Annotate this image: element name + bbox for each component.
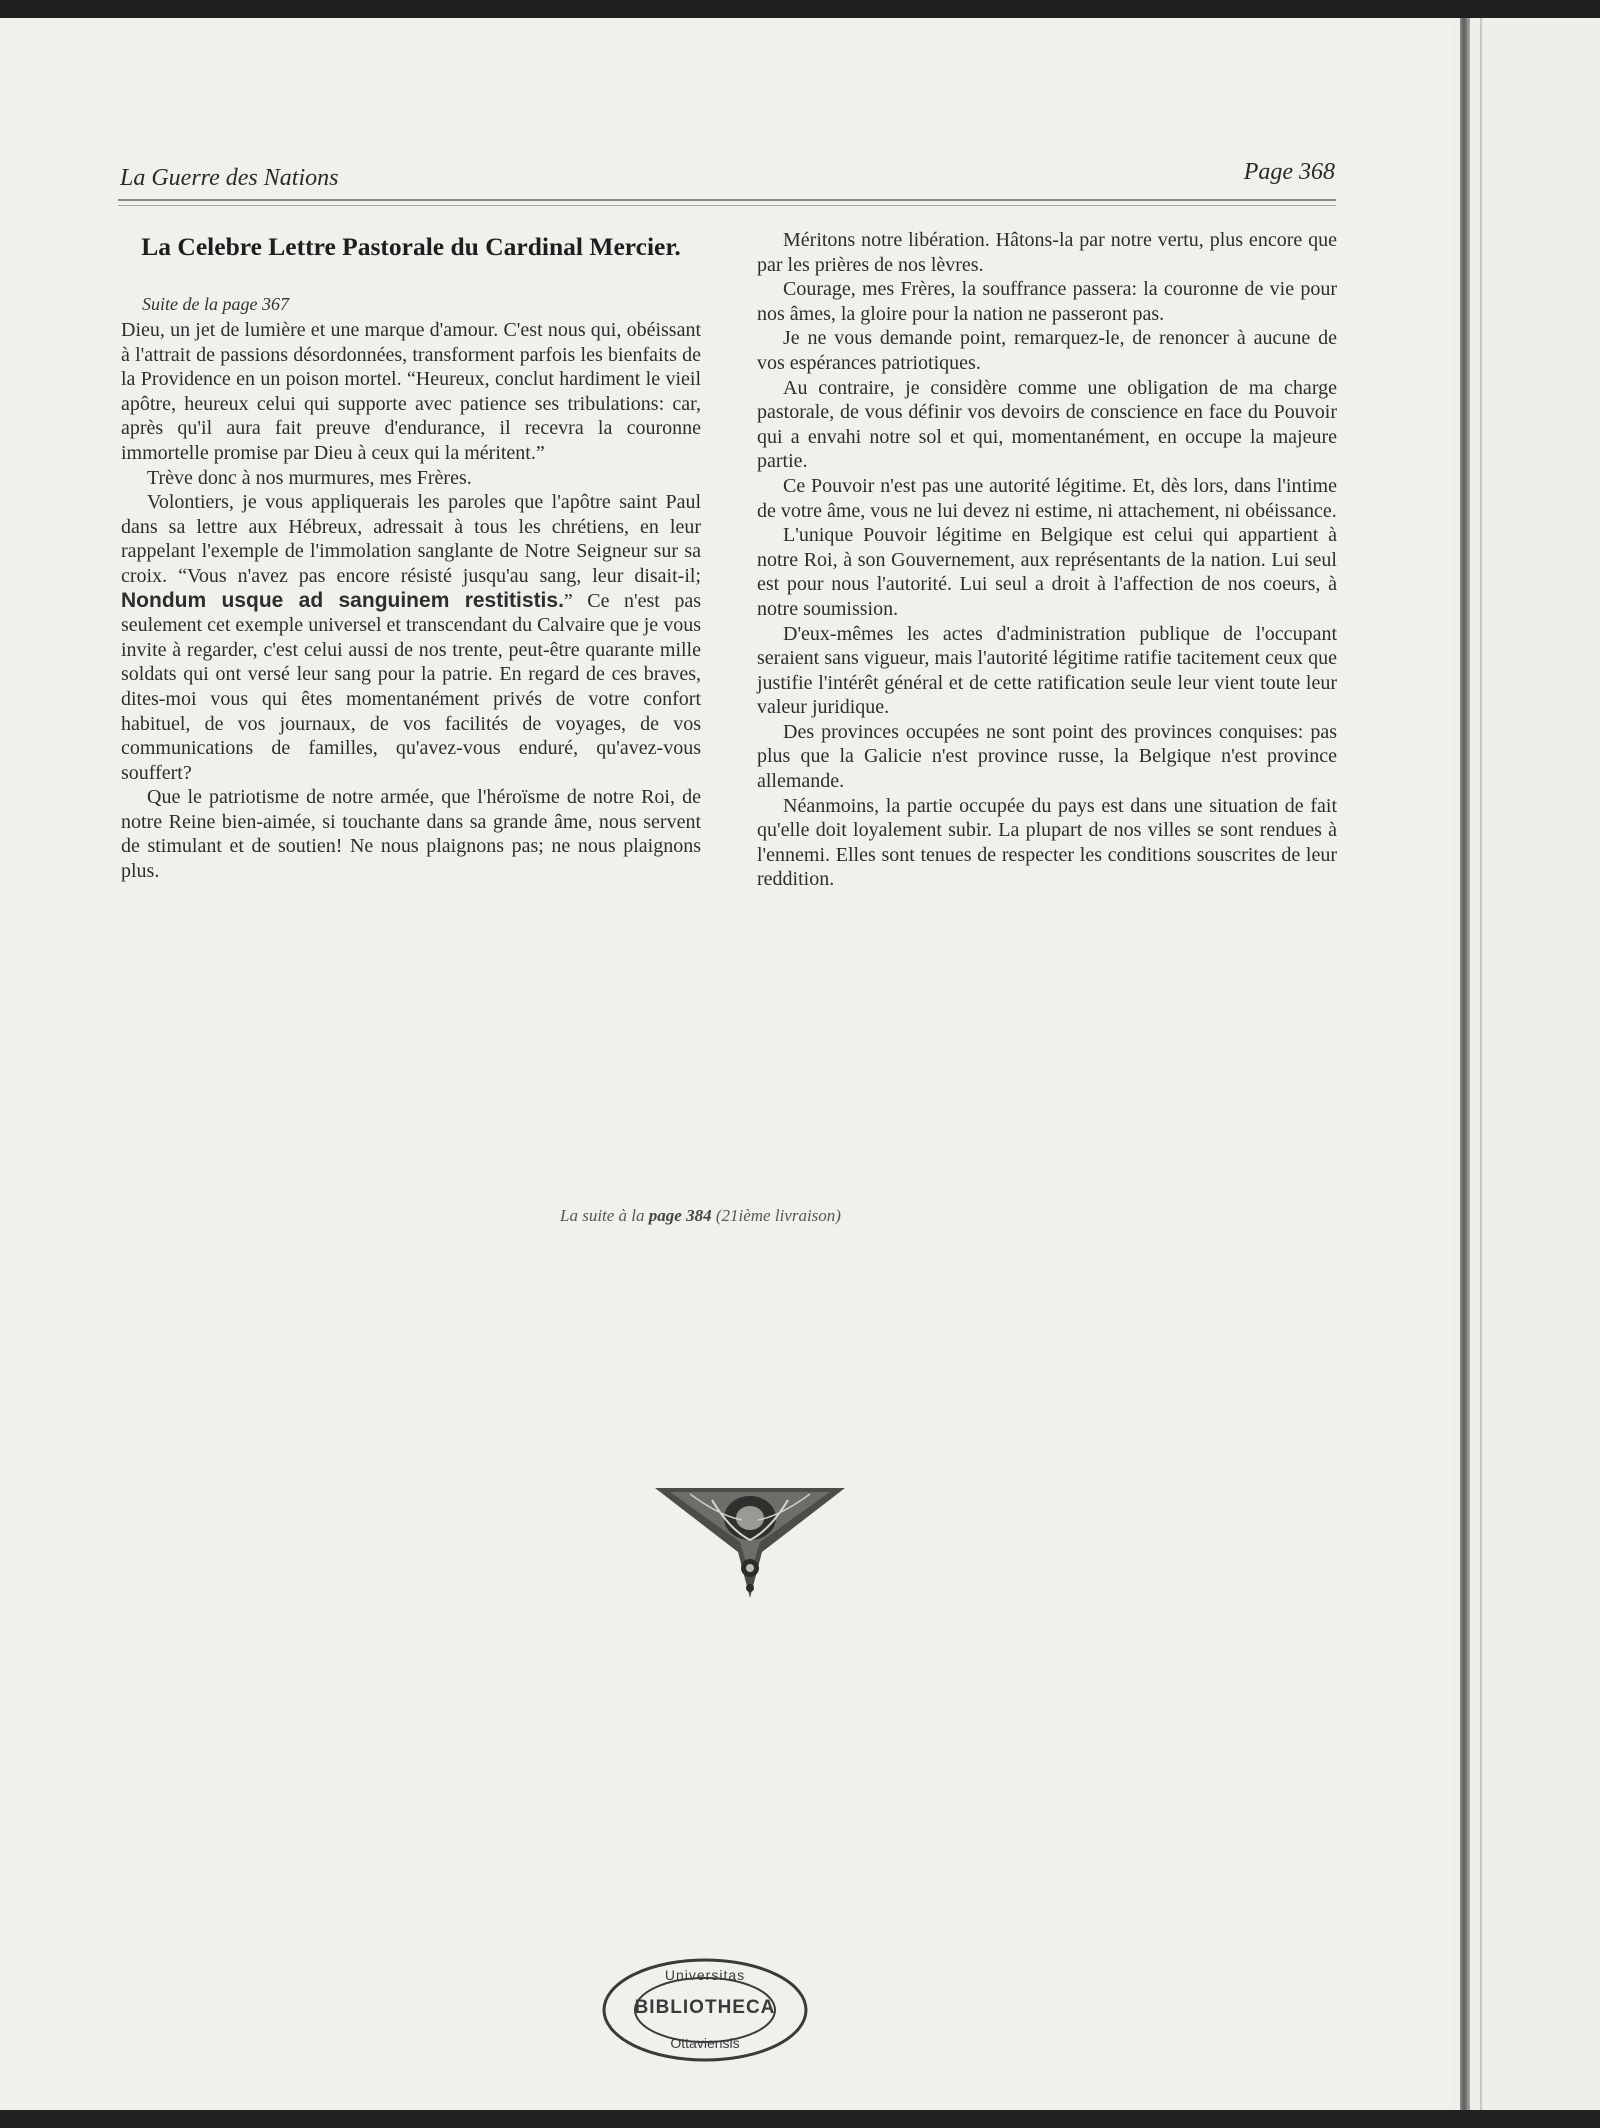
binding-shadow	[1460, 18, 1470, 2110]
library-stamp	[600, 1955, 810, 2065]
paragraph: Que le patriotisme de notre armée, que l'héroïsme de notre Roi, de notre Reine bien-aimée, si touchante dans sa grande âme, nous servent de stimulant et de soutien! Ne nous plaignons pas; ne nous plaignons plus.	[121, 786, 701, 883]
binding-line	[1480, 18, 1482, 2110]
stamp-line: Universitas	[664, 1967, 746, 1983]
running-header	[120, 160, 1335, 192]
paragraph-text: ” Ce n'est pas seulement cet exemple universel et transcendant du Calvaire que je vous invite à regarder, c'est celui aussi de nos trente, peut-être quarante mille soldats qui ont versé leur sang pour la patrie. En regard de ces braves, dites-moi vous qui êtes momentanément privés de votre confort habituel, de vos journaux, de vos facilités de voyages, de vos communications de familles, qu'avez-vous enduré, qu'avez-vous souffert?	[121, 589, 701, 784]
paragraph: Méritons notre libération. Hâtons-la par notre vertu, plus encore que par les prières de nos lèvres.	[757, 229, 1337, 276]
latin-quote: Nondum usque ad sanguinem restitistis.	[121, 588, 564, 612]
stamp-line: Ottaviensis	[670, 2035, 740, 2051]
paragraph: Dieu, un jet de lumière et une marque d'amour. C'est nous qui, obéissant à l'attrait de passions désordonnées, transforment parfois les bienfaits de la Providence en un poison mortel. “Heureux, conclut hardiment le vieil apôtre, heureux celui qui supporte avec patience ses tribulations: car, après qu'il aura fait preuve d'endurance, il recevra la couronne immortelle promise par Dieu à ceux qui la méritent.”	[121, 319, 701, 464]
facing-page-edge	[1452, 18, 1600, 2110]
bottom-scan-border	[0, 2110, 1600, 2128]
stamp-line: BIBLIOTHECA	[634, 1997, 776, 2018]
continued-to-note	[560, 1206, 841, 1226]
left-column	[121, 318, 701, 884]
header-rule	[118, 199, 1336, 201]
continued-page: page 384	[648, 1206, 712, 1225]
top-scan-border	[0, 0, 1600, 18]
paragraph: Je ne vous demande point, remarquez-le, de renoncer à aucune de vos espérances patriotiques.	[757, 327, 1337, 374]
continued-from-note: Suite de la page 367	[142, 294, 289, 314]
paragraph-text: Volontiers, je vous appliquerais les paroles que l'apôtre saint Paul dans sa lettre aux Hébreux, adressait à tous les chrétiens, en leur rappelant l'exemple de l'immolation sanglante de Notre Seigneur sur sa croix. “Vous n'avez pas encore résisté jusqu'au sang, leur disait-il;	[121, 491, 701, 587]
page-number: Page 368	[1243, 159, 1335, 185]
fleuron-ornament-icon	[650, 1480, 850, 1610]
right-column	[757, 228, 1337, 892]
publication-title: La Guerre des Nations	[120, 165, 339, 191]
continued-suffix: (21ième livraison)	[715, 1206, 841, 1225]
paragraph	[121, 490, 701, 785]
article-title: La Celebre Lettre Pastorale du Cardinal Mercier.	[141, 232, 681, 261]
paragraph: D'eux-mêmes les actes d'administration publique de l'occupant seraient sans vigueur, mais l'autorité légitime ratifie tacitement ceux que justifie l'intérêt général et de cette ratification seule leur vient toute leur valeur juridique.	[757, 622, 1337, 719]
paragraph: Au contraire, je considère comme une obligation de ma charge pastorale, de vous définir vos devoirs de conscience en face du Pouvoir qui a envahi notre sol et qui, momentanément, en occupe la majeure partie.	[757, 376, 1337, 473]
continued-prefix: La suite à la	[560, 1206, 645, 1225]
paragraph: L'unique Pouvoir légitime en Belgique est celui qui appartient à notre Roi, à son Gouvernement, aux représentants de la nation. Lui seul est pour nous l'autorité. Lui seul a droit à l'affection de nos coeurs, à notre soumission.	[757, 524, 1337, 620]
paragraph: Trève donc à nos murmures, mes Frères.	[147, 466, 472, 489]
paragraph: Courage, mes Frères, la souffrance passera: la couronne de vie pour nos âmes, la gloire pour la nation ne passeront pas.	[757, 278, 1337, 325]
header-rule-thin	[118, 205, 1336, 206]
paragraph: Néanmoins, la partie occupée du pays est dans une situation de fait qu'elle doit loyalement subir. La plupart de nos villes se sont rendues à l'ennemi. Elles sont tenues de respecter les conditions souscrites de leur reddition.	[757, 794, 1337, 891]
paragraph: Ce Pouvoir n'est pas une autorité légitime. Et, dès lors, dans l'intime de votre âme, vous ne lui devez ni estime, ni attachement, ni obéissance.	[757, 474, 1337, 522]
paragraph: Des provinces occupées ne sont point des provinces conquises: pas plus que la Galicie n'est province russe, la Belgique n'est province allemande.	[757, 720, 1337, 793]
